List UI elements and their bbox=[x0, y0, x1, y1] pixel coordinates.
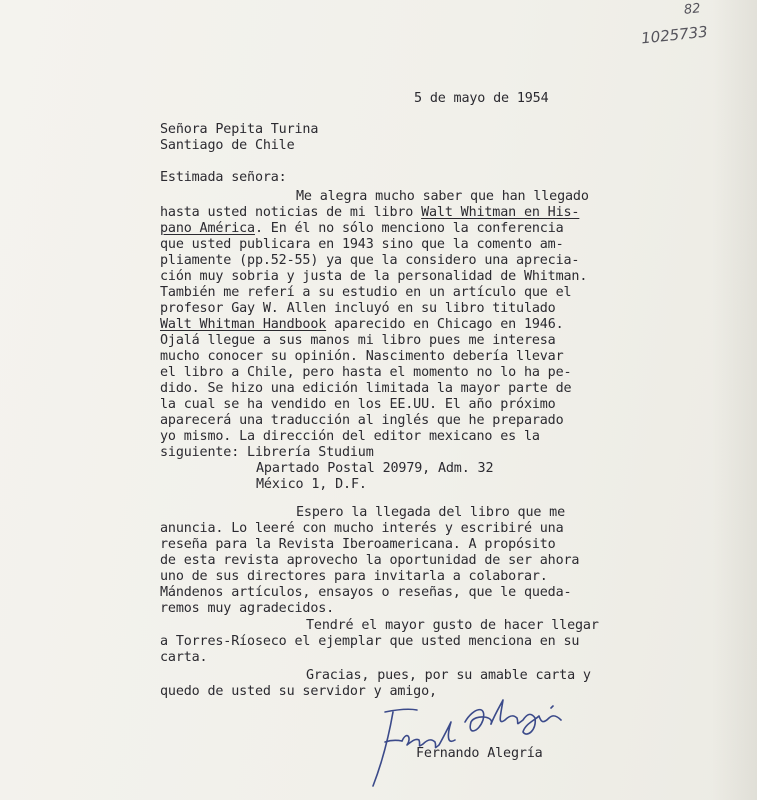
letter-date: 5 de mayo de 1954 bbox=[414, 91, 549, 106]
p1-line-10: Ojalá llegue a sus manos mi libro pues me interesa bbox=[160, 333, 556, 348]
typed-signature: Fernando Alegría bbox=[416, 746, 543, 761]
p1-line-3 bbox=[160, 221, 564, 237]
p1-line-9 bbox=[160, 317, 564, 333]
p1-line-8: profesor Gay W. Allen incluyó en su libro titulado bbox=[160, 301, 556, 316]
p3-line-1: Tendré el mayor gusto de hacer llegar bbox=[306, 618, 599, 633]
p3-line-3: carta. bbox=[160, 650, 208, 665]
p1-line-4: que usted publicara en 1943 sino que la comento am- bbox=[160, 237, 564, 252]
p2-line-2: anuncia. Lo leeré con mucho interés y escribiré una bbox=[160, 521, 564, 536]
archive-page-number: 82 bbox=[683, 1, 702, 18]
recipient-name: Señora Pepita Turina bbox=[160, 122, 319, 137]
p1-line-2 bbox=[160, 205, 579, 221]
archive-id-number: 1025733 bbox=[640, 22, 709, 48]
p1-line-7: También me referí a su estudio en un artículo que el bbox=[160, 285, 572, 300]
p1-line-17: siguiente: Librería Studium bbox=[160, 445, 374, 460]
p3-line-2: a Torres-Ríoseco el ejemplar que usted menciona en su bbox=[160, 634, 580, 649]
p1-line-15: aparecerá una traducción al inglés que he preparado bbox=[160, 413, 564, 428]
p2-line-4: de esta revista aprovecho la oportunidad de ser ahora bbox=[160, 553, 580, 568]
p2-line-3: reseña para la Revista Iberoamericana. A propósito bbox=[160, 537, 556, 552]
address-line-1: Apartado Postal 20979, Adm. 32 bbox=[256, 461, 494, 476]
p1-line-11: mucho conocer su opinión. Nascimento debería llevar bbox=[160, 349, 564, 364]
p4-line-2: quedo de usted su servidor y amigo, bbox=[160, 684, 437, 699]
p1-line-1: Me alegra mucho saber que han llegado bbox=[296, 189, 589, 204]
p1-line-5: pliamente (pp.52-55) ya que la considero una aprecia- bbox=[160, 253, 580, 268]
p1-line-6: ción muy sobria y justa de la personalidad de Whitman. bbox=[160, 269, 588, 284]
p1-line-13: dido. Se hizo una edición limitada la mayor parte de bbox=[160, 381, 572, 396]
p1-line-16: yo mismo. La dirección del editor mexicano es la bbox=[160, 429, 540, 444]
recipient-city: Santiago de Chile bbox=[160, 138, 295, 153]
p2-line-1: Espero la llegada del libro que me bbox=[296, 505, 566, 520]
p1-line-9-text: aparecido en Chicago en 1946. bbox=[326, 317, 564, 332]
p1-line-3-text: . En él no sólo menciono la conferencia bbox=[254, 221, 564, 236]
book-title-part-2: pano América bbox=[160, 221, 255, 236]
salutation: Estimada señora: bbox=[160, 170, 287, 185]
p4-line-1: Gracias, pues, por su amable carta y bbox=[306, 668, 591, 683]
address-line-2: México 1, D.F. bbox=[256, 477, 367, 492]
p1-line-12: el libro a Chile, pero hasta el momento no lo ha pe- bbox=[160, 365, 572, 380]
p2-line-7: remos muy agradecidos. bbox=[160, 601, 335, 616]
handbook-title: Walt Whitman Handbook bbox=[160, 317, 327, 332]
p2-line-6: Mándenos artículos, ensayos o reseñas, que le queda- bbox=[160, 585, 572, 600]
p1-line-14: la cual se ha vendido en los EE.UU. El año próximo bbox=[160, 397, 556, 412]
handwritten-signature bbox=[355, 690, 585, 790]
book-title-part-1: Walt Whitman en His- bbox=[421, 205, 580, 220]
p2-line-5: uno de sus directores para invitarla a colaborar. bbox=[160, 569, 548, 584]
p1-line-2-text: hasta usted noticias de mi libro bbox=[160, 205, 422, 220]
